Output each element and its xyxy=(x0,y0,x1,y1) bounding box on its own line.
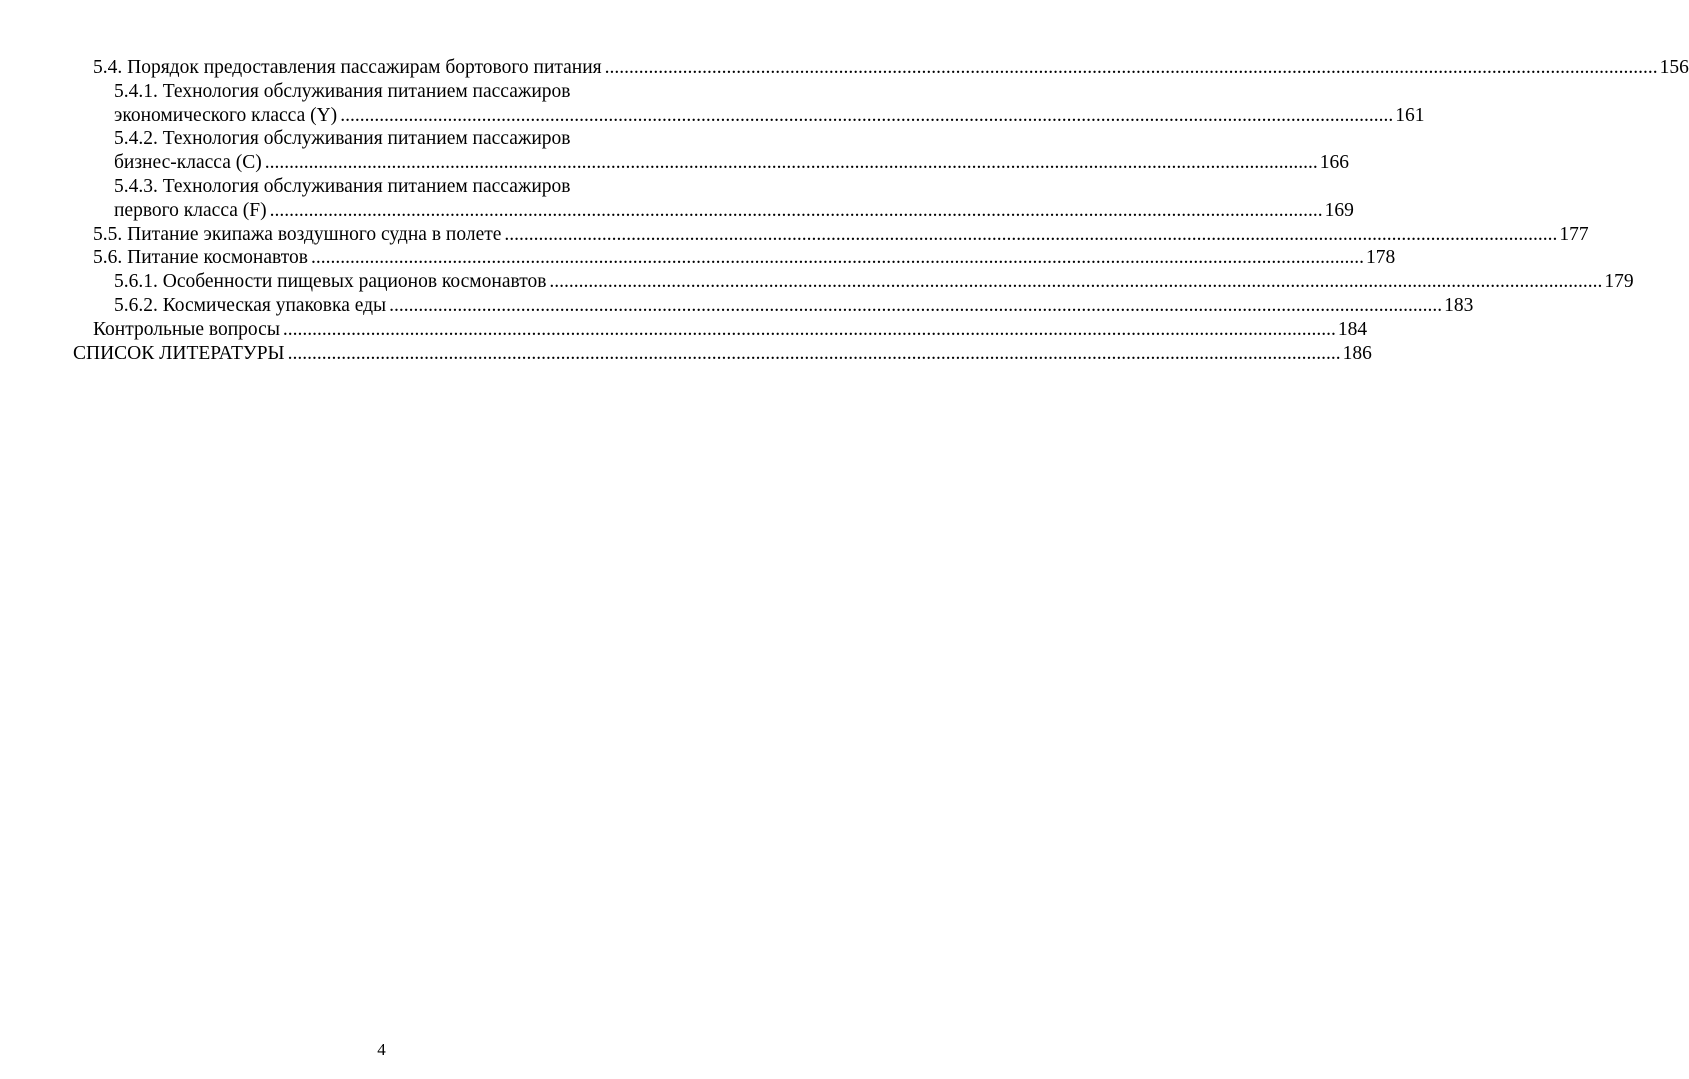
toc-entry-5-4[interactable] xyxy=(0,56,1689,80)
toc-entry-title: 5.6. Питание космонавтов xyxy=(93,247,308,269)
toc-entry-5-4-2[interactable] xyxy=(0,151,1349,175)
toc-entry-5-6[interactable] xyxy=(0,246,1396,270)
toc-entry-5-4-2-title-line[interactable] xyxy=(0,127,763,151)
toc-entry-5-4-1-title-line[interactable] xyxy=(0,80,763,104)
toc-dot-leader xyxy=(270,199,1323,223)
toc-entry-references[interactable] xyxy=(0,342,1372,366)
toc-entry-title-continuation: первого класса (F) xyxy=(114,199,267,221)
toc-entry-title: 5.4.3. Технология обслуживания питанием пассажиров xyxy=(114,175,571,197)
toc-entry-title-continuation: экономического класса (Y) xyxy=(114,104,338,126)
toc-dot-leader xyxy=(311,246,1364,270)
toc-entry-review-questions[interactable] xyxy=(0,318,1368,342)
toc-dot-leader xyxy=(389,294,1442,318)
toc-page-number: 178 xyxy=(1365,247,1396,269)
toc-page-number: 161 xyxy=(1395,104,1425,126)
toc-entry-title: Контрольные вопросы xyxy=(93,318,280,340)
toc-entry-5-4-3-title-line[interactable] xyxy=(0,175,763,199)
toc-entry-5-6-1[interactable] xyxy=(0,270,1634,294)
toc-page-number: 177 xyxy=(1559,223,1589,245)
toc-entry-title-continuation: бизнес-класса (C) xyxy=(114,152,262,174)
toc-entry-5-6-2[interactable] xyxy=(0,294,1474,318)
toc-dot-leader xyxy=(283,318,1336,342)
toc-entry-title: 5.4.2. Технология обслуживания питанием пассажиров xyxy=(114,128,571,150)
toc-entry-title: 5.4.1. Технология обслуживания питанием пассажиров xyxy=(114,80,571,102)
toc-page-number: 183 xyxy=(1444,294,1474,316)
toc-dot-leader xyxy=(340,104,1393,128)
toc-entry-5-5[interactable] xyxy=(0,223,1589,247)
toc-dot-leader xyxy=(504,223,1557,247)
toc-entry-title: 5.6.1. Особенности пищевых рационов космонавтов xyxy=(114,271,547,293)
toc-entry-title: 5.5. Питание экипажа воздушного судна в полете xyxy=(93,223,502,245)
toc-dot-leader xyxy=(265,151,1318,175)
toc-dot-leader xyxy=(288,342,1341,366)
toc-entry-title: 5.6.2. Космическая упаковка еды xyxy=(114,294,387,316)
toc-page-number: 169 xyxy=(1324,199,1354,221)
toc-dot-leader xyxy=(549,270,1602,294)
toc-page-number: 156 xyxy=(1659,57,1689,78)
page-footer-number: 4 xyxy=(377,1040,386,1059)
toc-page-number: 184 xyxy=(1337,318,1368,340)
toc-entry-title: СПИСОК ЛИТЕРАТУРЫ xyxy=(73,342,285,364)
toc-entry-5-4-1[interactable] xyxy=(0,104,1425,128)
toc-page-number: 186 xyxy=(1342,342,1372,364)
toc-dot-leader xyxy=(605,56,1658,80)
table-of-contents xyxy=(0,56,1689,365)
toc-page-number: 166 xyxy=(1319,152,1349,174)
toc-entry-5-4-3[interactable] xyxy=(0,199,1354,223)
toc-entry-title: 5.4. Порядок предоставления пассажирам бортового питания xyxy=(93,57,602,78)
toc-page-number: 179 xyxy=(1604,271,1634,293)
